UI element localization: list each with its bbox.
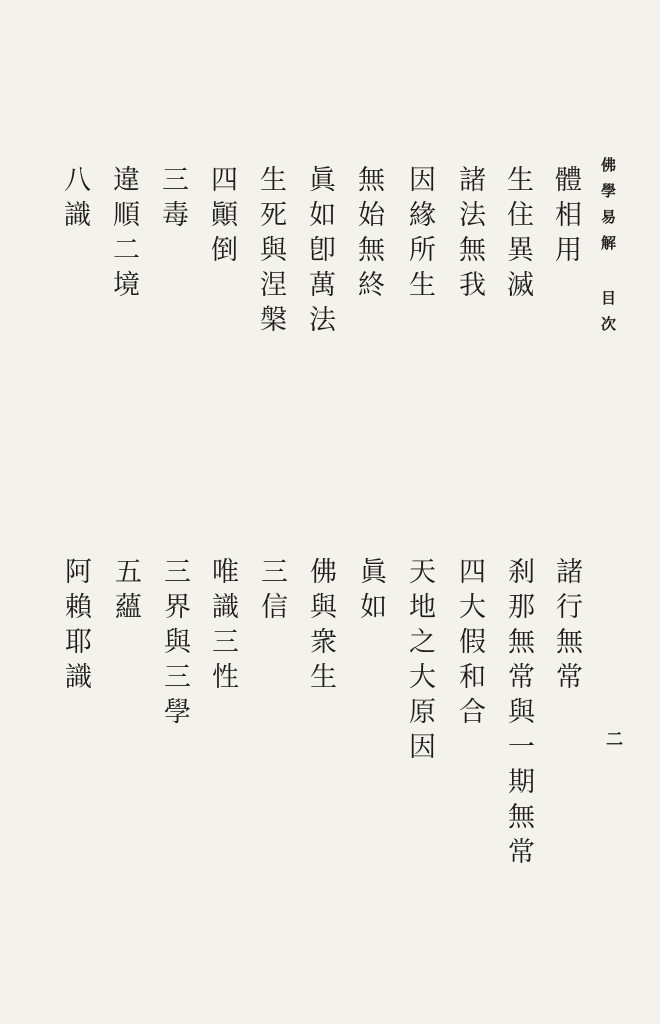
page-number: 二: [602, 730, 622, 747]
toc-entry-lower-2: 刹那無常與一期無常: [503, 557, 534, 872]
toc-entry-lower-5: 眞如: [355, 557, 386, 627]
toc-entry-upper-5: 無始無終: [353, 165, 384, 305]
toc-entry-upper-9: 三毒: [157, 165, 188, 235]
toc-entry-upper-10: 違順二境: [108, 165, 139, 305]
toc-entry-lower-6: 佛與衆生: [305, 557, 336, 697]
toc-entry-upper-4: 因緣所生: [404, 165, 435, 305]
toc-entry-upper-2: 生住異滅: [502, 165, 533, 305]
toc-entry-lower-1: 諸行無常: [551, 557, 582, 697]
toc-entry-upper-1: 體相用: [550, 165, 581, 270]
toc-entry-lower-3: 四大假和合: [454, 557, 485, 732]
toc-entry-upper-7: 生死與涅槃: [255, 165, 286, 340]
toc-entry-upper-6: 眞如卽萬法: [304, 165, 335, 340]
toc-entry-lower-9: 三界與三學: [159, 557, 190, 732]
toc-entry-upper-11: 八識: [59, 165, 90, 235]
toc-entry-lower-8: 唯識三性: [207, 557, 238, 697]
toc-entry-lower-10: 五蘊: [110, 557, 141, 627]
toc-entry-upper-8: 四顚倒: [206, 165, 237, 270]
running-title: 佛學易解 目次: [599, 157, 617, 342]
toc-entry-upper-3: 諸法無我: [454, 165, 485, 305]
toc-entry-lower-11: 阿賴耶識: [60, 557, 91, 697]
toc-entry-lower-7: 三信: [256, 557, 287, 627]
toc-entry-lower-4: 天地之大原因: [404, 557, 435, 767]
